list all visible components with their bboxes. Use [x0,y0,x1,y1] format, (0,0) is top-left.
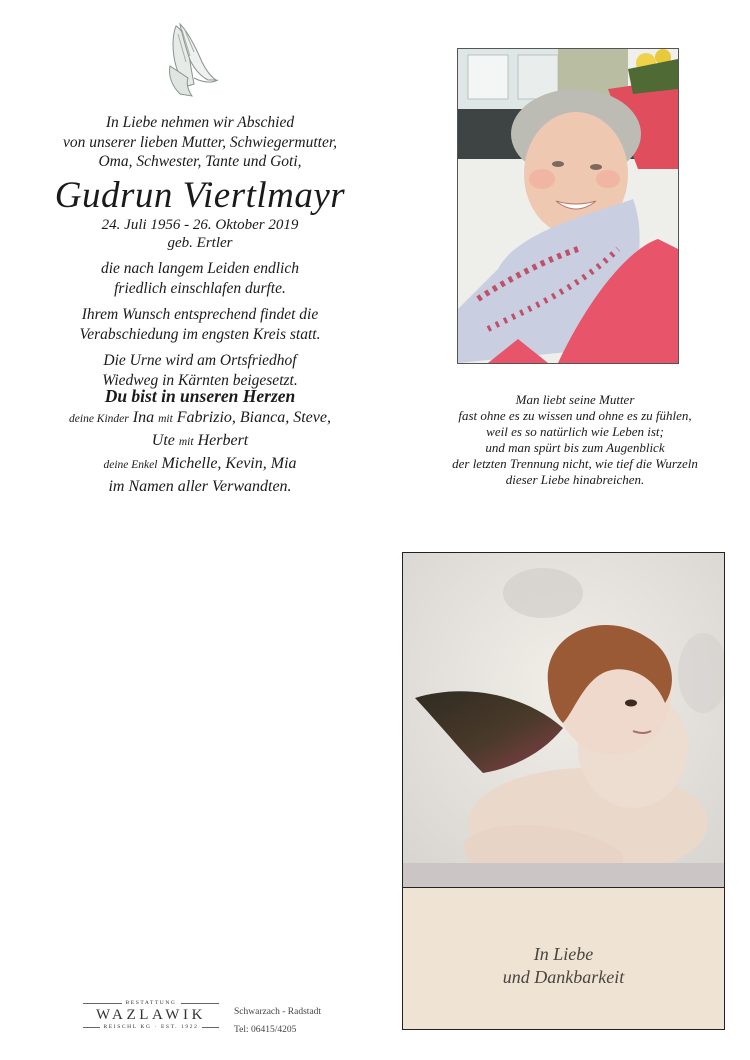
text-line: die nach langem Leiden endlich [100,260,299,277]
text-line: Verabschiedung im engsten Kreis statt. [79,325,321,343]
grandchildren-names: Michelle, Kevin, Mia [161,455,297,472]
life-dates [30,216,370,252]
children-label: deine Kinder [69,413,129,425]
card-caption [403,943,724,989]
intro-line: In Liebe nehmen wir Abschied [105,114,295,131]
child-names: Fabrizio, Bianca, Steve, [176,409,331,426]
intro-text [30,113,370,172]
angel-card [402,552,725,1030]
deceased-name: Gudrun Viertlmayr [54,175,346,216]
birth-name: geb. Ertler [167,235,233,251]
caption-line: und Dankbarkeit [502,967,625,987]
caption-line: In Liebe [533,944,594,964]
text-line: friedlich einschlafen durfte. [114,279,286,297]
paragraph-passing [30,259,370,298]
child-name: Ute [151,432,175,449]
location: Schwarzach - Radstadt [234,1007,322,1017]
logo-bottom-line: REISCHL KG · EST. 1922 [83,1024,219,1030]
grandchildren-label: deine Enkel [103,459,158,471]
with-word: mit [178,436,194,448]
funeral-home-contact [234,1003,321,1039]
text-line: Wiedweg in Kärnten beigesetzt. [102,371,298,389]
quote-line: fast ohne es zu wissen und ohne es zu fühlen, [458,408,692,423]
quote-line: der letzten Trennung nicht, wie tief die Wurzeln [452,456,698,471]
phone: Tel: 06415/4205 [234,1025,297,1035]
children-line-1 [30,408,370,429]
intro-line: von unserer lieben Mutter, Schwiegermutter, [62,133,338,151]
heart-heading: Du bist in unseren Herzen [104,386,296,406]
quote-line: und man spürt bis zum Augenblick [485,440,665,455]
paragraph-farewell [30,305,370,344]
text-line: Die Urne wird am Ortsfriedhof [103,352,297,369]
portrait-photo [457,48,679,364]
logo-top-line: BESTATTUNG [83,1000,219,1006]
child-name: Ina [132,409,155,426]
grandchildren-line [30,454,370,475]
text-line: Ihrem Wunsch entsprechend findet die [81,306,319,323]
quote-line: dieser Liebe hinabreichen. [505,472,645,487]
closing-line: im Namen aller Verwandten. [108,478,292,495]
children-line-2 [30,431,370,452]
memorial-quote [425,392,725,488]
praying-hands-icon [158,22,222,98]
with-word: mit [158,413,173,425]
logo-brand: WAZLAWIK [95,1007,207,1023]
child-partner-name: Herbert [197,432,249,449]
date-range: 24. Juli 1956 - 26. Oktober 2019 [101,217,299,233]
body-text [30,259,370,397]
intro-line: Oma, Schwester, Tante und Goti, [98,153,302,170]
family-list [30,408,370,499]
quote-line: Man liebt seine Mutter [515,392,635,407]
quote-line: weil es so natürlich wie Leben ist; [486,424,664,439]
funeral-home-logo [83,1000,219,1030]
cherub-angel-image [403,553,724,888]
